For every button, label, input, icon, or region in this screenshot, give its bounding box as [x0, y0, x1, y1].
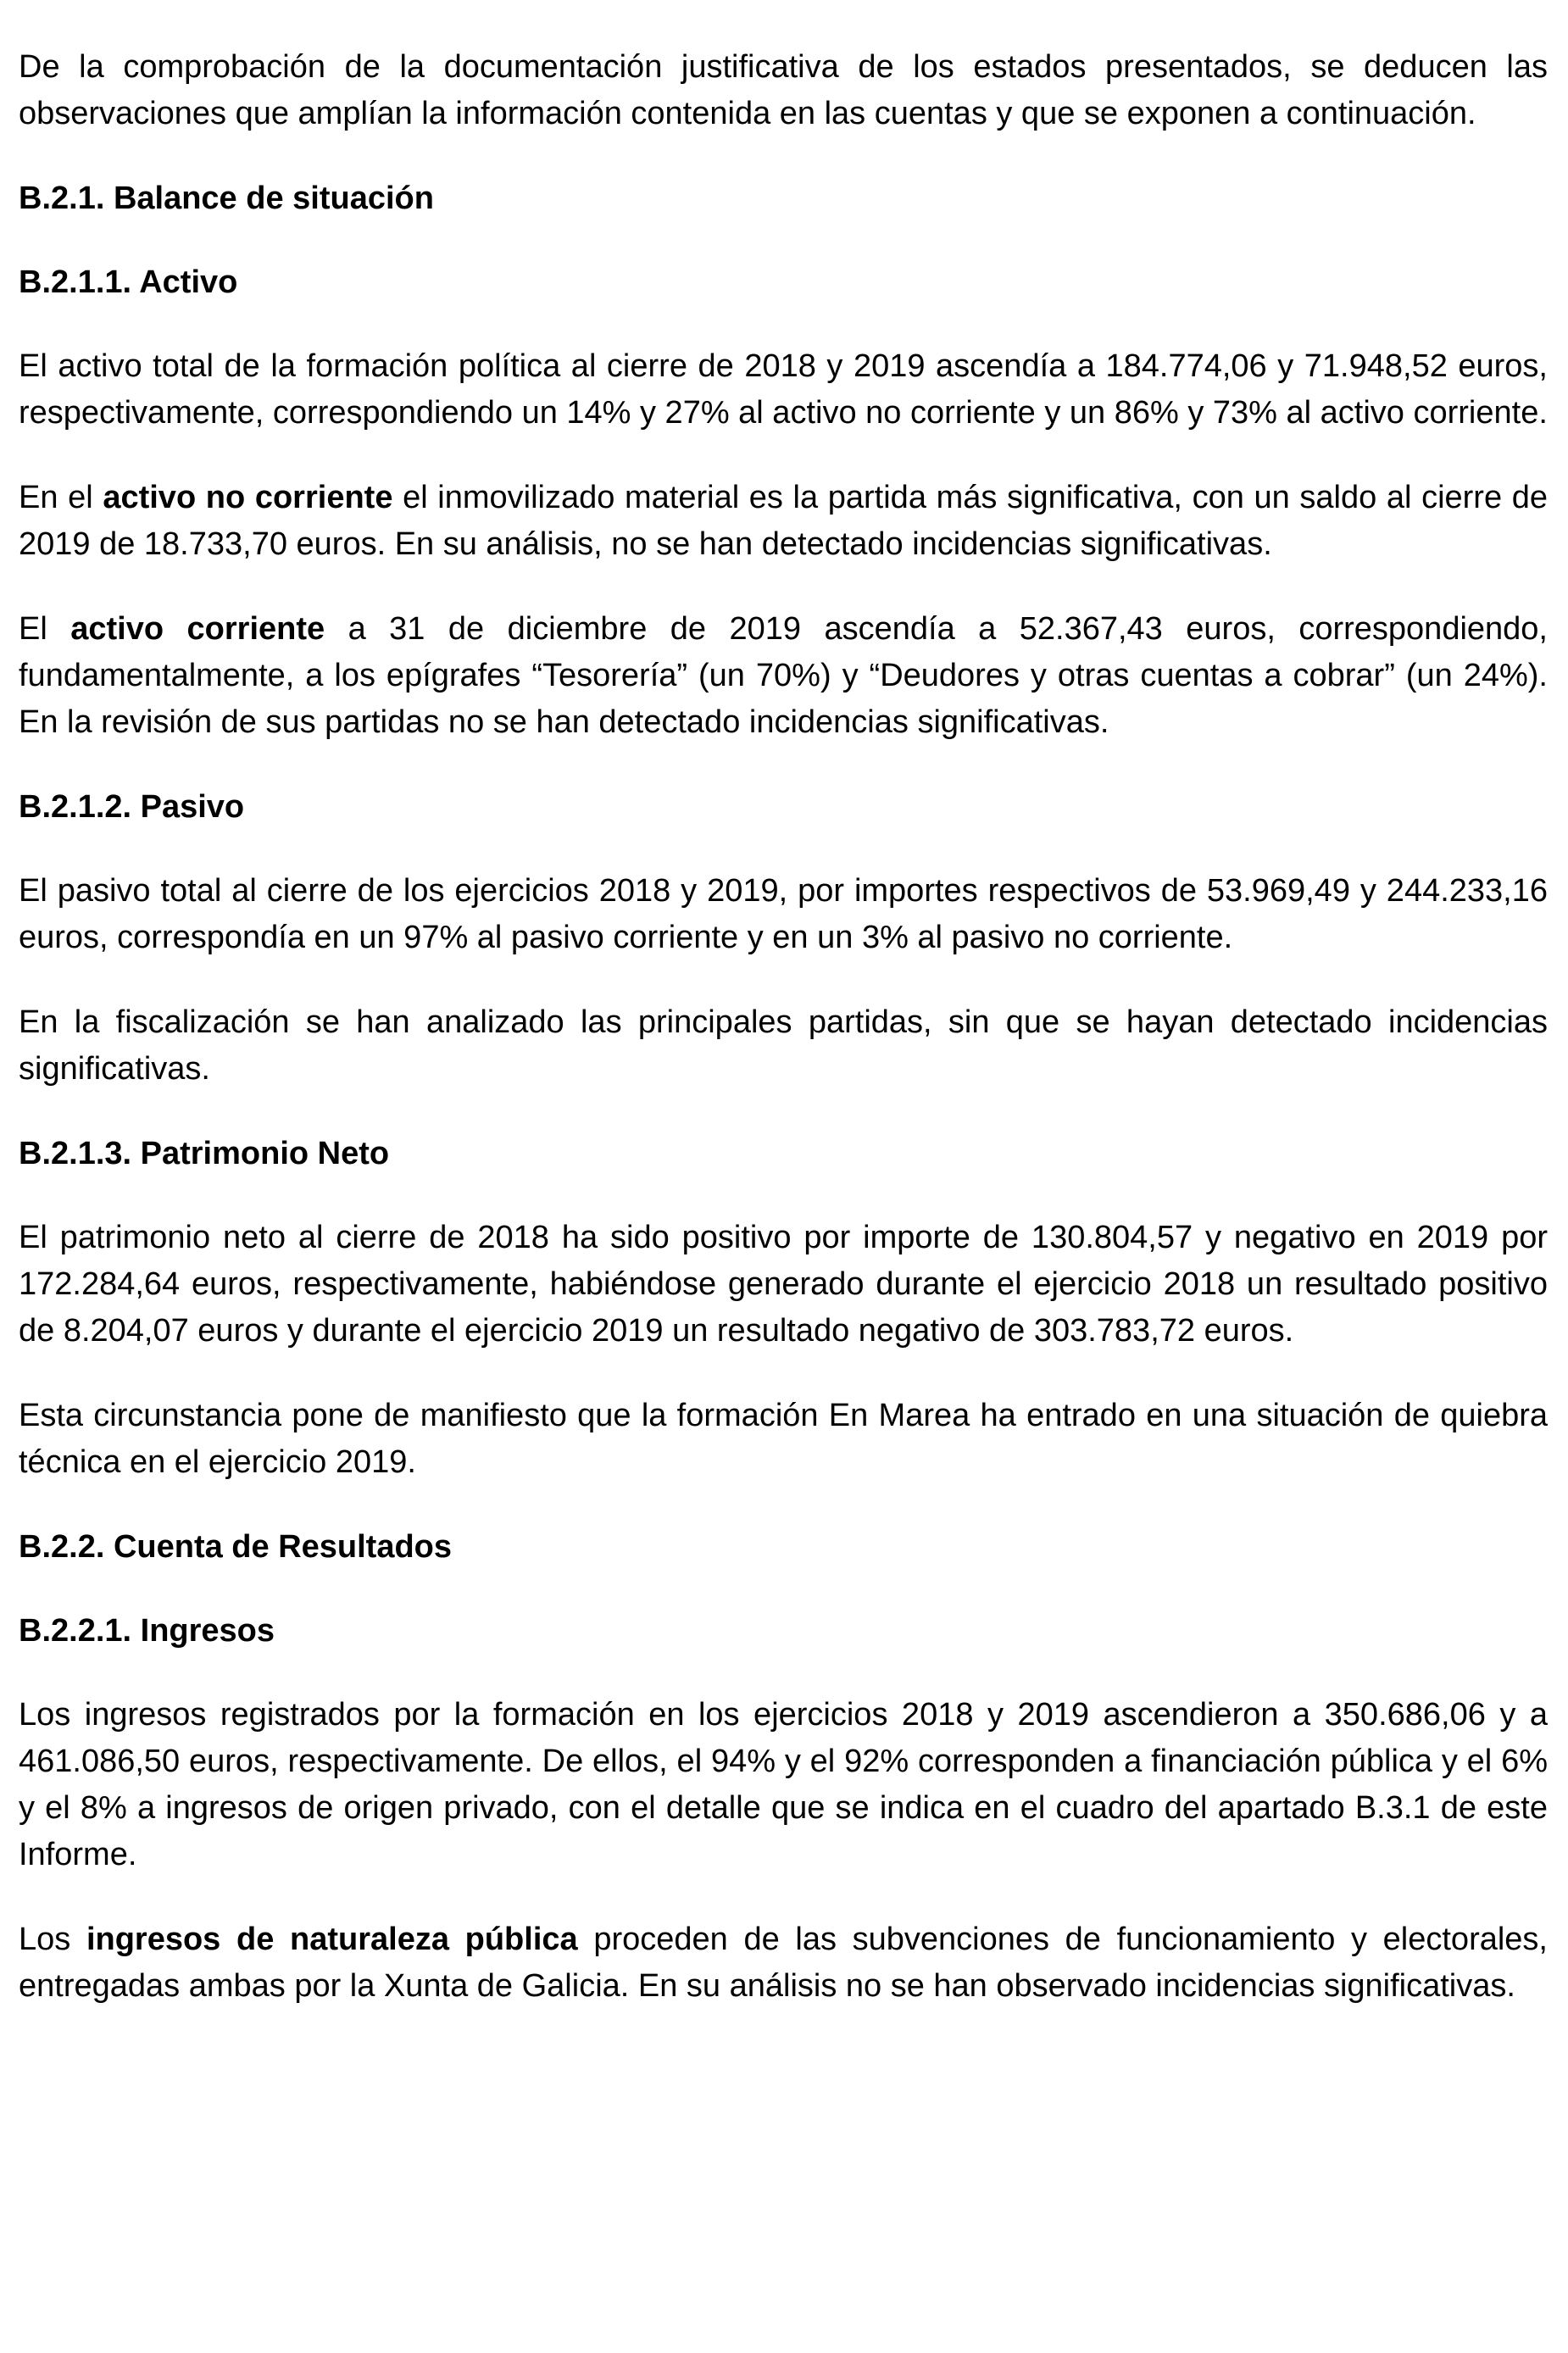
ingresos-paragraph-2	[19, 1916, 1548, 2010]
heading-patrimonio-neto: B.2.1.3. Patrimonio Neto	[19, 1136, 390, 1171]
heading-pasivo: B.2.1.2. Pasivo	[19, 789, 245, 825]
activo-p2-text-post: el inmovilizado material es la partida más significativa, con un saldo al cierre de 2019 de 18.733,70 euros. En su análisis, no se han detectado incidencias significativas.	[19, 480, 1548, 562]
ingresos-publicos-term: ingresos de naturaleza pública	[86, 1922, 578, 1957]
activo-p2-text-pre: En el	[19, 480, 103, 515]
activo-corriente-term: activo corriente	[70, 611, 325, 647]
pasivo-paragraph-2: En la fiscalización se han analizado las principales partidas, sin que se hayan detectado incidencias significativas.	[19, 1004, 1548, 1087]
heading-ingresos: B.2.2.1. Ingresos	[19, 1613, 275, 1649]
ingresos-paragraph-1: Los ingresos registrados por la formación en los ejercicios 2018 y 2019 ascendieron a 350.686,06 y a 461.086,50 euros, respectivamente. De ellos, el 94% y el 92% corresponden a financiación pública y el 6% y el 8% a ingresos de origen privado, con el detalle que se indica en el cuadro del apartado B.3.1 de este Informe.	[19, 1697, 1548, 1872]
activo-paragraph-1: El activo total de la formación política al cierre de 2018 y 2019 ascendía a 184.774,06 y 71.948,52 euros, respectivamente, correspondiendo un 14% y 27% al activo no corriente y un 86% y 73% al activo corriente.	[19, 348, 1548, 431]
intro-paragraph: De la comprobación de la documentación justificativa de los estados presentados, se deducen las observaciones que amplían la información contenida en las cuentas y que se exponen a continuación.	[19, 49, 1548, 131]
activo-paragraph-3	[19, 606, 1548, 746]
ingresos-p2-text-post: proceden de las subvenciones de funcionamiento y electorales, entregadas ambas por la Xunta de Galicia. En su análisis no se han observado incidencias significativas.	[19, 1922, 1548, 2004]
heading-activo: B.2.1.1. Activo	[19, 264, 238, 300]
activo-no-corriente-term: activo no corriente	[103, 480, 393, 515]
ingresos-p2-text-pre: Los	[19, 1922, 86, 1957]
activo-p3-text-post: a 31 de diciembre de 2019 ascendía a 52.367,43 euros, correspondiendo, fundamentalmente, a los epígrafes “Tesorería” (un 70%) y “Deudores y otras cuentas a cobrar” (un 24%). En la revisión de sus partidas no se han detectado incidencias significativas.	[19, 611, 1548, 740]
patrimonio-paragraph-2: Esta circunstancia pone de manifiesto que la formación En Marea ha entrado en una situación de quiebra técnica en el ejercicio 2019.	[19, 1398, 1548, 1480]
pasivo-paragraph-1: El pasivo total al cierre de los ejercicios 2018 y 2019, por importes respectivos de 53.969,49 y 244.233,16 euros, correspondía en un 97% al pasivo corriente y en un 3% al pasivo no corriente.	[19, 873, 1548, 955]
patrimonio-paragraph-1: El patrimonio neto al cierre de 2018 ha sido positivo por importe de 130.804,57 y negativo en 2019 por 172.284,64 euros, respectivamente, habiéndose generado durante el ejercicio 2018 un resultado positivo de 8.204,07 euros y durante el ejercicio 2019 un resultado negativo de 303.783,72 euros.	[19, 1220, 1548, 1349]
activo-p3-text-pre: El	[19, 611, 71, 647]
heading-cuenta-de-resultados: B.2.2. Cuenta de Resultados	[19, 1529, 453, 1565]
document-page	[19, 44, 1548, 2048]
activo-paragraph-2	[19, 475, 1548, 568]
heading-balance-de-situacion: B.2.1. Balance de situación	[19, 181, 434, 216]
